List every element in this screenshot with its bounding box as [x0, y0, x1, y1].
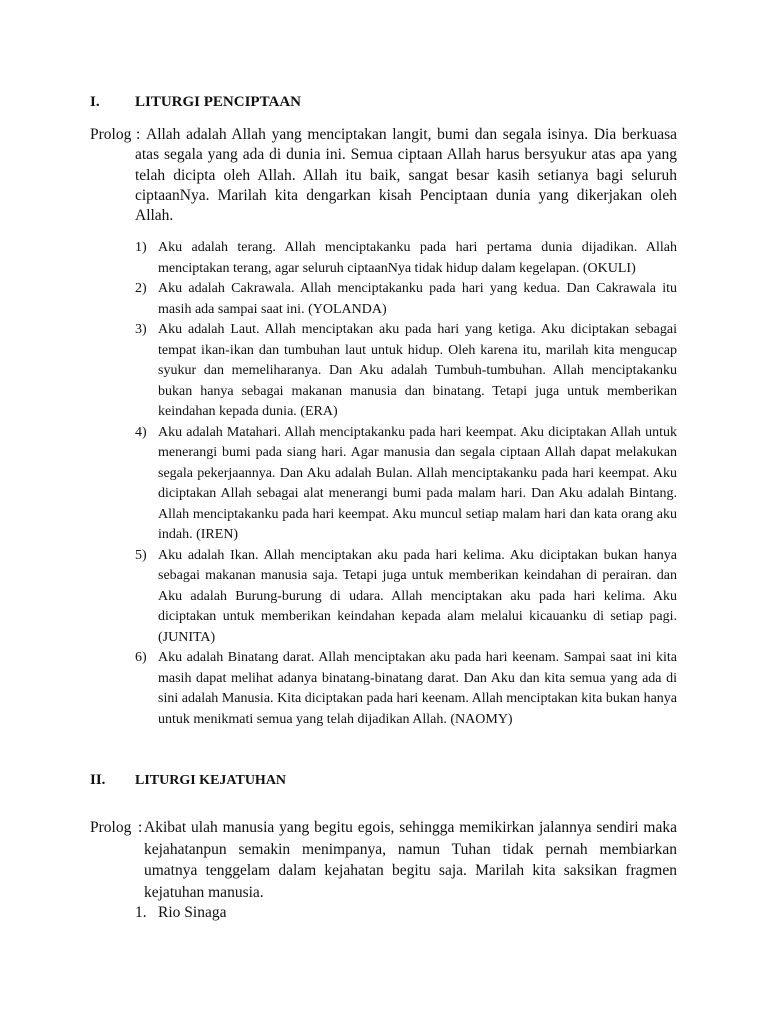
prolog-text: Akibat ulah manusia yang begitu egois, sehingga memikirkan jalannya sendiri maka kejahatanpun semakin menimpanya, namun Tuhan tidak pernah membiarkan umatnya tenggelam dalam kejahatan begitu saja. Marilah kita saksikan fragmen kejatuhan manusia.	[144, 819, 677, 901]
list-item-text: Aku adalah Binatang darat. Allah menciptakan aku pada hari keenam. Sampai saat ini kita masih dapat melihat adanya binatang-binatang darat. Dan Aku dan kita semua yang ada di sini adalah Manusia. Kita diciptakan pada hari keenam. Allah menciptakan kita bukan hanya untuk menikmati semua yang telah dijadikan Allah. (NAOMY)	[158, 650, 677, 727]
prolog-separator: :	[138, 819, 143, 836]
list-item	[135, 320, 677, 423]
section-title: LITURGI PENCIPTAAN	[135, 94, 301, 110]
list-item-text: Rio Sinaga	[158, 904, 227, 921]
list-item	[135, 238, 677, 279]
list-marker: 3)	[135, 322, 147, 337]
list-item	[135, 904, 226, 922]
prolog-text-wrapper	[144, 817, 677, 903]
list-item	[135, 648, 677, 730]
prolog-text: Allah adalah Allah yang menciptakan langit, bumi dan segala isinya. Dia berkuasa atas segala yang ada di dunia ini. Semua ciptaan Allah harus bersyukur atas apa yang telah dicipta oleh Allah. Allah itu baik, sangat besar kasih setianya bagi seluruh ciptaanNya. Marilah kita dengarkan kisah Penciptaan dunia yang dikerjakan oleh Allah.	[135, 126, 677, 225]
list-marker: 1.	[135, 904, 147, 921]
list-item-text: Aku adalah Ikan. Allah menciptakan aku pada hari kelima. Aku diciptakan bukan hanya sebagai makanan manusia saja. Tetapi juga untuk memberikan keindahan di perairan. dan Aku adalah Burung-burung di udara. Allah menciptakan aku pada hari kelima. Aku diciptakan untuk memberikan keindahan kepada alam melalui kicauanku di setiap pagi. (JUNITA)	[158, 547, 677, 645]
section-number: II.	[90, 772, 106, 788]
prolog-text-wrapper	[135, 125, 677, 226]
fall-list	[135, 904, 226, 922]
list-item	[135, 546, 677, 649]
list-marker: 4)	[135, 424, 147, 440]
list-item	[135, 279, 677, 320]
list-marker: 2)	[135, 281, 147, 296]
section-title: LITURGI KEJATUHAN	[135, 773, 287, 788]
list-marker: 6)	[135, 650, 147, 665]
list-item	[135, 423, 677, 546]
list-item-text: Aku adalah terang. Allah menciptakanku pada hari pertama dunia dijadikan. Allah menciptakan terang, agar seluruh ciptaanNya tidak hidup dalam kegelapan. (OKULI)	[158, 240, 677, 276]
prolog-2	[90, 817, 677, 901]
list-marker: 1)	[135, 240, 147, 255]
list-item-text: Aku adalah Laut. Allah menciptakan aku pada hari yang ketiga. Aku diciptakan sebagai tempat ikan-ikan dan tumbuhan laut untuk hidup. Oleh karena itu, marilah kita mengucap syukur dan memeliharanya. Dan Aku adalah Tumbuh-tumbuhan. Allah menciptakanku bukan hanya sebagai makanan manusia dan binatang. Tetapi juga untuk memberikan keindahan kepada dunia. (ERA)	[158, 322, 677, 419]
section-number: I.	[90, 94, 100, 110]
list-item-text: Aku adalah Cakrawala. Allah menciptakanku pada hari yang kedua. Dan Cakrawala itu masih ada sampai saat ini. (YOLANDA)	[158, 281, 677, 317]
list-item-text: Aku adalah Matahari. Allah menciptakanku pada hari keempat. Aku diciptakan Allah untuk menerangi bumi pada siang hari. Agar manusia dan segala ciptaan Allah dapat melakukan segala pekerjaannya. Dan Aku adalah Bulan. Allah menciptakanku pada hari keempat. Aku diciptakan Allah sebagai alat menerangi bumi pada malam hari. Dan Aku adalah Bintang. Allah menciptakanku pada hari keempat. Aku muncul setiap malam hari dan kata orang aku indah. (IREN)	[158, 424, 677, 542]
prolog-1: Prolog : Allah adalah Allah yang menciptakan langit, bumi dan segala isinya. Dia berkuasa atas segala yang ada di dunia ini. Semua ciptaan Allah harus bersyukur atas apa yang telah dicipta oleh Allah. Allah itu baik, sangat besar kasih setianya bagi seluruh ciptaanNya. Marilah kita dengarkan kisah Penciptaan dunia yang dikerjakan oleh Allah.	[90, 125, 677, 145]
prolog-label: Prolog	[90, 819, 132, 836]
list-marker: 5)	[135, 547, 147, 563]
creation-list	[135, 238, 677, 730]
prolog-label: Prolog	[90, 126, 132, 143]
